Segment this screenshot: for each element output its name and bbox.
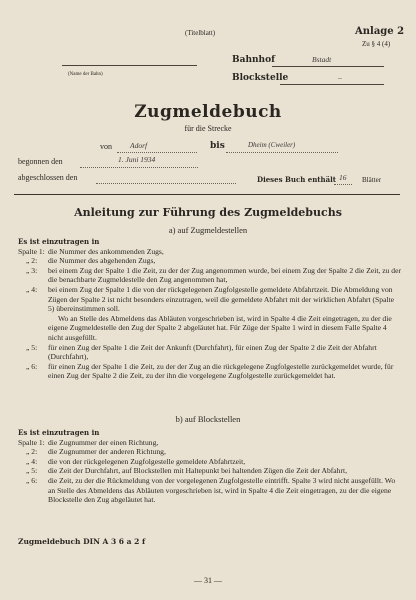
begonnen-line xyxy=(80,167,198,168)
list-item: „ 6: für einen Zug der Spalte 1 die Zeit, zu der der Zug an die rückgelegene Zugfolgestelle zurückgemeldet wurde, für einen Zug der Spalte 2 die Zeit, zu der ihn die vorgelegene Zugfolgestelle zurückgemeldet hat. xyxy=(26,361,394,381)
list-item: „ 2: die Nummer des abgehenden Zugs, xyxy=(26,256,156,266)
bahn-name-label: (Name der Bahn) xyxy=(68,72,103,77)
bahnhof-value: Bstadt xyxy=(312,55,332,64)
begonnen-label: begonnen den xyxy=(18,157,63,166)
begonnen-value: 1. Juni 1934 xyxy=(118,155,156,164)
list-item: „ 5: die Zeit der Durchfahrt, auf Blockstellen mit Haltepunkt bei haltenden Zügen die Zeit der Abfahrt, xyxy=(26,466,348,476)
blaetter-label: Blätter xyxy=(362,176,382,184)
bis-line xyxy=(226,152,338,153)
list-item: „ 3: bei einem Zug der Spalte 1 die Zeit, zu der der Zug angenommen wurde, bei einem Zug der Spalte 2 die Zeit, zu der die benachbarte Zugmeldestelle den Zug angenommen hat, xyxy=(26,265,401,285)
section-a-paragraph: Wo an Stelle des Abmeldens das Abläuten vorgeschrieben ist, wird in Spalte 4 die Zeit eingetragen, zu der die eigene Zugmeldestelle den Zug der Spalte 2 abgeläutet hat. Für Züge der Spalte 1 wird in diesem Falle Spalte 4 nicht ausgefüllt. xyxy=(48,313,392,342)
blockstelle-value: – xyxy=(338,73,342,82)
anlage-label: Anlage 2 xyxy=(355,26,405,37)
von-line xyxy=(117,152,197,153)
title-subtitle: für die Strecke xyxy=(184,124,232,133)
buch-value: 16 xyxy=(339,173,347,182)
section-b-title: b) auf Blockstellen xyxy=(175,414,241,424)
abgeschlossen-label: abgeschlossen den xyxy=(18,173,78,182)
list-item: Spalte 1: die Zugnummer der einen Richtung, xyxy=(18,437,159,447)
buch-line xyxy=(334,184,352,185)
reference-label: Zu § 4 (4) xyxy=(362,40,391,48)
buch-label: Dieses Buch enthält xyxy=(257,175,337,184)
blockstelle-label: Blockstelle xyxy=(232,73,289,83)
section-a-intro: Es ist einzutragen in xyxy=(18,237,100,246)
bahnhof-line xyxy=(272,66,384,67)
bahnhof-label: Bahnhof xyxy=(232,55,275,65)
titelblatt-label: (Titelblatt) xyxy=(185,29,216,37)
list-item: „ 5: für einen Zug der Spalte 1 die Zeit der Ankunft (Durchfahrt), für einen Zug der Spalte 2 die Zeit der Abfahrt (Durchfahrt), xyxy=(26,342,377,362)
bis-label: bis xyxy=(210,141,225,151)
von-value: Adorf xyxy=(130,141,148,150)
instructions-heading: Anleitung zur Führung des Zugmeldebuchs xyxy=(74,206,342,219)
section-a-body xyxy=(18,237,402,381)
page-title: Zugmeldebuch xyxy=(134,102,282,122)
list-item: „ 6: die Zeit, zu der die Rückmeldung von der vorgelegenen Zugfolgestelle eintrifft. Spalte 3 wird nicht ausgefüllt. Wo an Stelle des Abmeldens das Abläuten vorgeschrieben ist, wird in Spalte 4 die Zeit eingetragen, zu der die eigene Blockstelle den Zug abgeläutet hat. xyxy=(26,475,396,505)
list-item: „ 4: bei einem Zug der Spalte 1 die von der rückgelegenen Zugfolgestelle gemeldete Abfahrtzeit. Die Abmeldung von Zügen der Spalte 2 ist nicht besonders einzutragen, weil die gemeldete Abfahrt mit der wirklichen Abfahrt (Spalte 5) übereinstimmen soll. xyxy=(26,284,395,314)
form-number: Zugmeldebuch DIN A 3 6 a 2 f xyxy=(18,537,146,546)
section-a-title: a) auf Zugmeldestellen xyxy=(168,225,248,235)
divider xyxy=(14,194,400,195)
abgeschlossen-line xyxy=(96,183,236,184)
list-item: Spalte 1: die Nummer des ankommenden Zugs, xyxy=(18,246,164,256)
list-item: „ 4: die von der rückgelegenen Zugfolgestelle gemeldete Abfahrtzeit, xyxy=(26,456,246,466)
section-b-intro: Es ist einzutragen in xyxy=(18,428,100,437)
bahn-name-line xyxy=(62,65,197,66)
von-label: von xyxy=(100,142,112,151)
page-number: — 31 — xyxy=(194,576,222,585)
section-b-body xyxy=(18,428,402,505)
list-item: „ 2: die Zugnummer der anderen Richtung, xyxy=(26,447,166,457)
blockstelle-line xyxy=(280,84,384,85)
bis-value: Dheim (Cweiler) xyxy=(248,141,296,149)
